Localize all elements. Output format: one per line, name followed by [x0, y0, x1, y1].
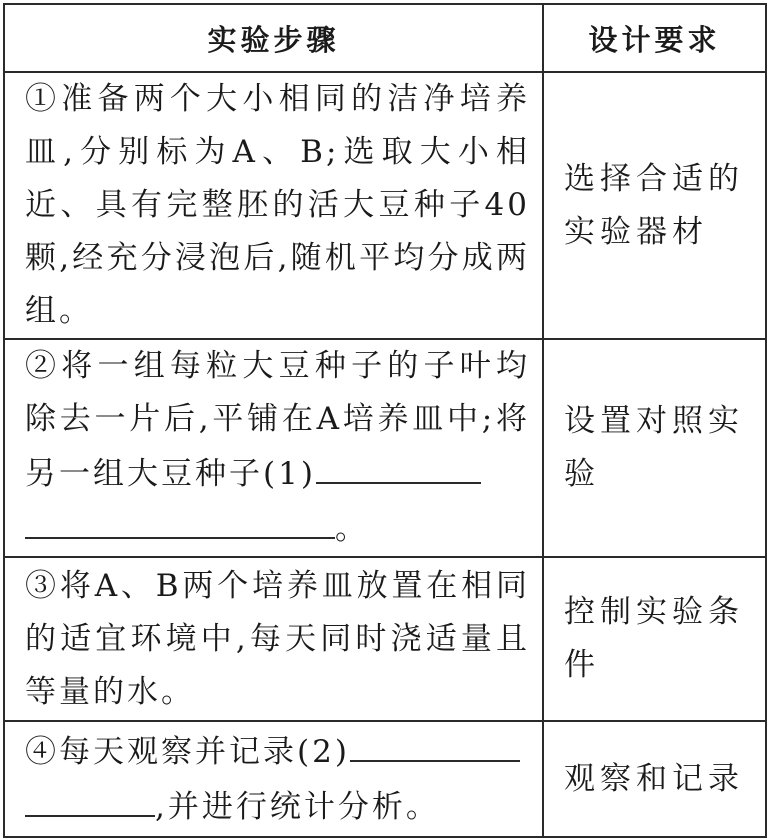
requirement-1-text: 选择合适的实验器材: [543, 72, 766, 339]
answer-blank-1-continued[interactable]: [25, 501, 335, 539]
step-2-text: ②将一组每粒大豆种子的子叶均除去一片后,平铺在A培养皿中;将另一组大豆种子(1): [25, 348, 530, 492]
header-steps: 实验步骤: [4, 4, 543, 72]
requirement-3-text: 控制实验条件: [543, 557, 766, 721]
step-2-cell: [4, 339, 543, 557]
answer-blank-2[interactable]: [350, 724, 520, 762]
step-4-end: ,并进行统计分析。: [155, 789, 440, 825]
step-3-text: ③将A、B两个培养皿放置在相同的适宜环境中,每天同时浇适量且等量的水。: [4, 557, 543, 721]
experiment-table: [3, 3, 767, 838]
requirement-4-text: 观察和记录: [543, 721, 766, 837]
table-row: [4, 721, 766, 837]
answer-blank-1[interactable]: [316, 446, 481, 484]
table-header-row: [4, 4, 766, 72]
answer-blank-2-continued[interactable]: [25, 779, 155, 817]
table-row: [4, 557, 766, 721]
table-row: [4, 339, 766, 557]
step-4-text: ④每天观察并记录(2): [25, 734, 350, 770]
step-4-cell: [4, 721, 543, 837]
step-1-text: ①准备两个大小相同的洁净培养皿,分别标为A、B;选取大小相近、具有完整胚的活大豆种子40颗,经充分浸泡后,随机平均分成两组。: [4, 72, 543, 339]
table-row: [4, 72, 766, 339]
requirement-2-text: 设置对照实验: [543, 339, 766, 557]
step-2-end: 。: [335, 511, 369, 547]
header-requirements: 设计要求: [543, 4, 766, 72]
